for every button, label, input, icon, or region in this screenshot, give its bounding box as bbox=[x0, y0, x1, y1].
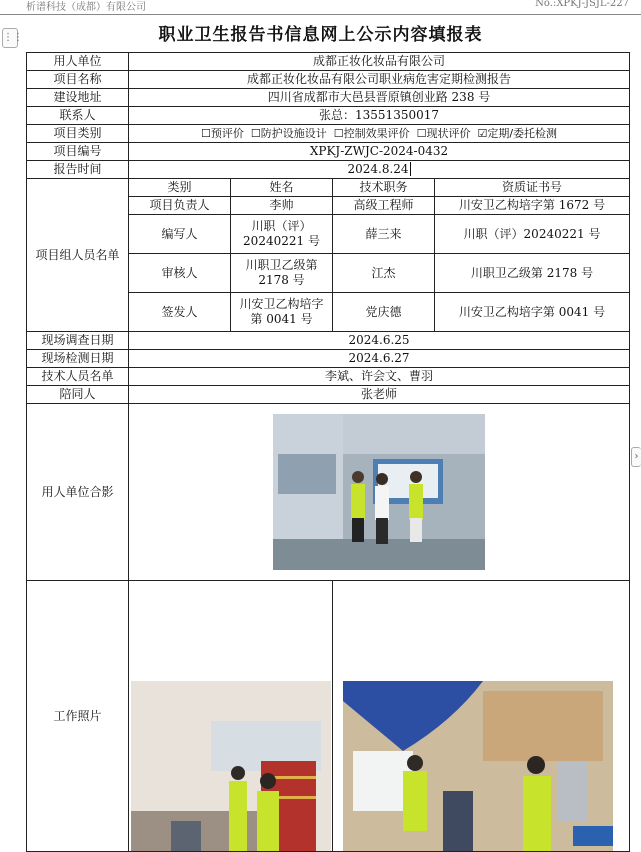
group-photo-label: 用人单位合影 bbox=[27, 404, 129, 581]
address-value: 四川省成都市大邑县晋原镇创业路 238 号 bbox=[129, 89, 630, 107]
team-cert: 川职卫乙级第 2178 号 bbox=[435, 254, 630, 293]
contact-label: 联系人 bbox=[27, 107, 129, 125]
work-photo-1-image bbox=[131, 681, 331, 851]
group-photo-image bbox=[273, 414, 485, 570]
team-cert: 川安卫乙构培字第 0041 号 bbox=[435, 293, 630, 332]
category-option-status-eval[interactable]: ☐现状评价 bbox=[416, 127, 471, 140]
escort-label: 陪同人 bbox=[27, 386, 129, 404]
category-option-pre-eval[interactable]: ☐预评价 bbox=[200, 127, 244, 140]
survey-date-value: 2024.6.25 bbox=[129, 332, 630, 350]
checkbox-icon: ☐ bbox=[416, 127, 427, 140]
project-name-label: 项目名称 bbox=[27, 71, 129, 89]
team-header-cert: 资质证书号 bbox=[435, 179, 630, 197]
team-title: 薛三来 bbox=[333, 215, 435, 254]
team-role: 编写人 bbox=[129, 215, 231, 254]
team-title: 党庆德 bbox=[333, 293, 435, 332]
report-time-value[interactable]: 2024.8.24 bbox=[129, 161, 630, 179]
checkbox-icon: ☐ bbox=[250, 127, 261, 140]
drag-handle-icon[interactable]: ⋮⋮ bbox=[2, 28, 18, 48]
checkbox-icon: ☐ bbox=[200, 127, 211, 140]
work-photo-label: 工作照片 bbox=[27, 581, 129, 852]
disclosure-form-table bbox=[26, 52, 630, 852]
team-role: 签发人 bbox=[129, 293, 231, 332]
project-no-label: 项目编号 bbox=[27, 143, 129, 161]
work-photo-cell-2 bbox=[333, 581, 630, 852]
test-date-label: 现场检测日期 bbox=[27, 350, 129, 368]
team-header-name: 姓名 bbox=[231, 179, 333, 197]
page-header bbox=[0, 0, 641, 15]
project-name-value: 成都正妆化妆品有限公司职业病危害定期检测报告 bbox=[129, 71, 630, 89]
team-header-role: 类别 bbox=[129, 179, 231, 197]
employer-label: 用人单位 bbox=[27, 53, 129, 71]
header-doc-no: No.:XPKJ-JSJL-227 bbox=[535, 0, 629, 9]
category-options bbox=[129, 125, 630, 143]
report-time-label: 报告时间 bbox=[27, 161, 129, 179]
team-cert: 川安卫乙构培字第 1672 号 bbox=[435, 197, 630, 215]
team-title: 江杰 bbox=[333, 254, 435, 293]
team-name: 川安卫乙构培字 第 0041 号 bbox=[231, 293, 333, 332]
category-option-protection-design[interactable]: ☐防护设施设计 bbox=[250, 127, 327, 140]
project-no-value: XPKJ-ZWJC-2024-0432 bbox=[129, 143, 630, 161]
expand-handle-icon[interactable]: › bbox=[631, 447, 641, 467]
checkbox-icon: ☐ bbox=[333, 127, 344, 140]
work-photo-2-image bbox=[333, 681, 629, 851]
checked-checkbox-icon: ☑ bbox=[477, 127, 488, 140]
team-role: 项目负责人 bbox=[129, 197, 231, 215]
survey-date-label: 现场调查日期 bbox=[27, 332, 129, 350]
group-photo bbox=[273, 414, 485, 570]
category-option-control-eval[interactable]: ☐控制效果评价 bbox=[333, 127, 410, 140]
team-role: 审核人 bbox=[129, 254, 231, 293]
category-option-periodic-test[interactable]: ☑定期/委托检测 bbox=[477, 127, 558, 140]
work-photo-2 bbox=[333, 681, 629, 851]
team-header-title: 技术职务 bbox=[333, 179, 435, 197]
address-label: 建设地址 bbox=[27, 89, 129, 107]
test-date-value: 2024.6.27 bbox=[129, 350, 630, 368]
team-name: 李帅 bbox=[231, 197, 333, 215]
category-label: 项目类别 bbox=[27, 125, 129, 143]
team-name: 川职卫乙级第 2178 号 bbox=[231, 254, 333, 293]
group-photo-cell bbox=[129, 404, 630, 581]
work-photo-cell-1 bbox=[129, 581, 333, 852]
team-title: 高级工程师 bbox=[333, 197, 435, 215]
team-name: 川职（评） 20240221 号 bbox=[231, 215, 333, 254]
contact-value: 张总：13551350017 bbox=[129, 107, 630, 125]
team-cert: 川职（评）20240221 号 bbox=[435, 215, 630, 254]
tech-staff-label: 技术人员名单 bbox=[27, 368, 129, 386]
page-title: 职业卫生报告书信息网上公示内容填报表 bbox=[158, 25, 483, 45]
employer-value: 成都正妆化妆品有限公司 bbox=[129, 53, 630, 71]
escort-value: 张老师 bbox=[129, 386, 630, 404]
team-label: 项目组人员名单 bbox=[27, 179, 129, 332]
tech-staff-value: 李斌、许会文、曹羽 bbox=[129, 368, 630, 386]
header-company: 析谱科技（成都）有限公司 bbox=[26, 2, 146, 13]
work-photo-1 bbox=[129, 681, 332, 851]
